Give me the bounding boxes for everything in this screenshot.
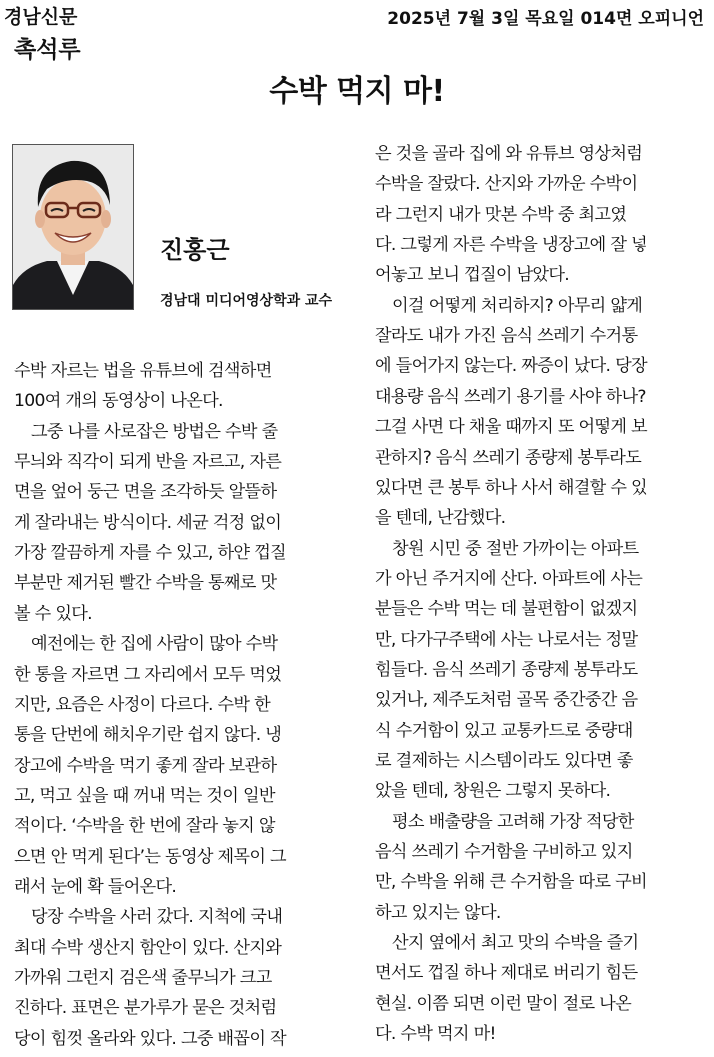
article-line: 다. 그렇게 자른 수박을 냉장고에 잘 넣 [375,235,647,256]
article-line: 장고에 수박을 먹기 좋게 잘라 보관하 [14,755,277,776]
article-line: 관하지? 음식 쓰레기 종량제 봉투라도 [375,447,642,468]
article-line: 그중 나를 사로잡은 방법은 수박 줄 [31,421,278,442]
author-photo [12,144,134,310]
article-line: 고, 먹고 싶을 때 꺼내 먹는 것이 일반 [14,785,275,806]
article-line: 대용량 음식 쓰레기 용기를 사야 하나? [375,386,646,407]
article-line: 음식 쓰레기 수거함을 구비하고 있지 [375,842,633,863]
masthead [0,0,714,63]
article-line: 평소 배출량을 고려해 가장 적당한 [392,811,634,832]
article-line: 있다면 큰 봉투 하나 사서 해결할 수 있 [375,477,647,498]
newspaper-name: 경남신문 [4,6,78,28]
article-line: 이걸 어떻게 처리하지? 아무리 얇게 [392,295,643,316]
column-name: 촉석루 [14,37,81,63]
article-line: 어놓고 보니 껍질이 남았다. [375,265,569,286]
article-line: 힘들다. 음식 쓰레기 종량제 봉투라도 [375,659,638,680]
article-line: 분들은 수박 먹는 데 불편함이 없겠지 [375,599,638,620]
article-line: 가까워 그런지 검은색 줄무늬가 크고 [14,968,272,988]
article-line: 가 아닌 주거지에 산다. 아파트에 사는 [375,568,643,589]
article-line: 을 텐데, 난감했다. [375,508,506,529]
article-line: 만, 수박을 위해 큰 수거함을 따로 구비 [375,872,647,893]
article-line: 그걸 사면 다 채울 때까지 또 어떻게 보 [375,417,647,438]
article-line: 수박 자르는 법을 유튜브에 검색하면 [14,361,272,381]
article-line: 가장 깔끔하게 자를 수 있고, 하얀 껍질 [14,543,286,564]
article-line: 부분만 제거된 빨간 수박을 통째로 맛 [14,573,277,594]
article-line: 면서도 껍질 하나 제대로 버리기 힘든 [375,963,638,984]
article-line: 로 결제하는 시스템이라도 있다면 좋 [375,751,633,771]
article-line: 당이 힘껏 올라와 있다. 그중 배꼽이 작 [14,1028,286,1049]
article-line: 식 수거함이 있고 교통카드로 중량대 [375,720,633,741]
article-line: 100여 개의 동영상이 나온다. [14,391,223,412]
article-line: 산지 옆에서 최고 맛의 수박을 즐기 [392,933,639,954]
article-line: 에 들어가지 않는다. 짜증이 났다. 당장 [375,356,647,377]
article-line: 은 것을 골라 집에 와 유튜브 영상처럼 [375,144,643,164]
article-line: 았을 텐데, 창원은 그렇지 못하다. [375,781,611,802]
article-line: 면을 엎어 둥근 면을 조각하듯 알뜰하 [14,482,277,503]
article-line: 한 통을 자르면 그 자리에서 모두 먹었 [14,664,282,685]
issue-info: 2025년 7월 3일 목요일 014면 오피니언 [387,9,704,29]
author-portrait-image [13,145,133,309]
article-line: 으면 안 먹게 된다’는 동영상 제목이 그 [14,846,286,867]
headline: 수박 먹지 마! [269,74,445,109]
author-name: 진홍근 [160,236,230,264]
article-line: 최대 수박 생산지 함안이 있다. 산지와 [14,937,282,958]
article-line: 예전에는 한 집에 사람이 많아 수박 [31,634,278,655]
article-line: 무늬와 직각이 되게 반을 자르고, 자른 [14,452,282,473]
article-line: 다. 수박 먹지 마! [375,1024,496,1045]
article-line: 창원 시민 중 절반 가까이는 아파트 [392,538,639,559]
article-line: 당장 수박을 사러 갔다. 지척에 국내 [31,907,283,928]
article-line: 수박을 잘랐다. 산지와 가까운 수박이 [375,174,638,195]
article-line: 게 잘라내는 방식이다. 세균 걱정 없이 [14,512,282,533]
article-line: 라 그런지 내가 맛본 수박 중 최고였 [375,204,627,225]
article-line: 볼 수 있다. [14,603,92,624]
article-line: 진하다. 표면은 분가루가 묻은 것처럼 [14,998,277,1019]
article-line: 현실. 이쯤 되면 이런 말이 절로 나온 [375,993,631,1014]
article-line: 있거나, 제주도처럼 골목 중간중간 음 [375,690,638,711]
article-line: 하고 있지는 않다. [375,902,501,923]
article-line: 잘라도 내가 가진 음식 쓰레기 수거통 [375,326,638,347]
author-title: 경남대 미디어영상학과 교수 [160,293,333,309]
article-line: 래서 눈에 확 들어온다. [14,876,177,897]
article-line: 만, 다가구주택에 사는 나로서는 정말 [375,629,638,650]
article-line: 지만, 요즘은 사정이 다르다. 수박 한 [14,694,270,715]
article-line: 적이다. ‘수박을 한 번에 잘라 놓지 않 [14,816,275,837]
article-line: 통을 단번에 해치우기란 쉽지 않다. 냉 [14,725,282,746]
